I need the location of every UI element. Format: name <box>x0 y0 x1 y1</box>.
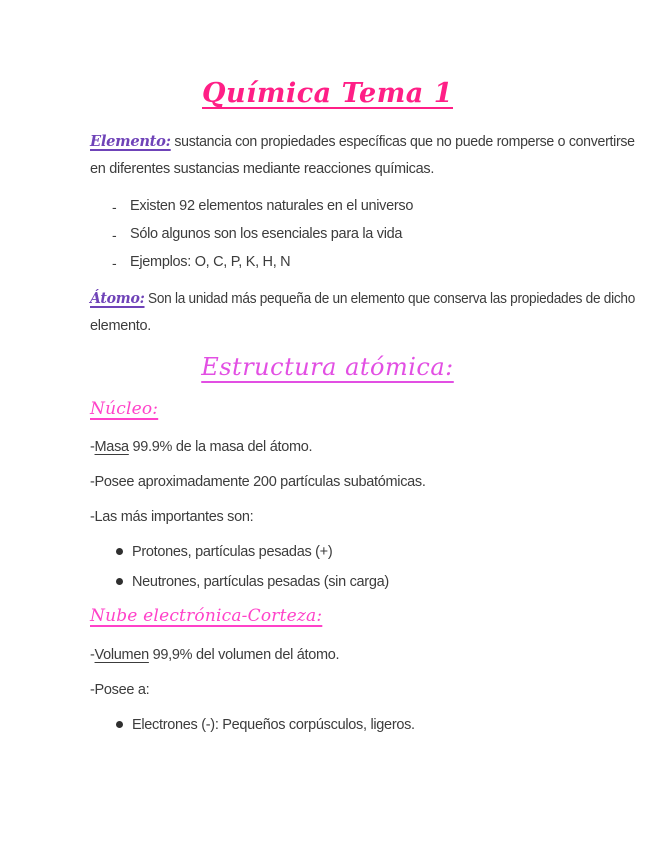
masa-text: 99.9% de la masa del átomo. <box>128 439 313 455</box>
page-title: Química Tema 1 <box>202 78 453 109</box>
nucleo-heading: Núcleo: <box>90 399 159 419</box>
nube-bullet-electrones: Electrones (-): Pequeños corpúsculos, ligeros. <box>132 717 415 733</box>
atomo-definition-line2: elemento. <box>90 318 151 334</box>
atomo-definition-line1 <box>90 284 635 313</box>
elemento-definition-line2: en diferentes sustancias mediante reacciones químicas. <box>90 161 435 177</box>
dash-prefix: - <box>90 439 95 455</box>
nucleo-line-masa <box>90 433 312 461</box>
elemento-term: Elemento: <box>90 132 171 150</box>
volumen-label: Volumen <box>94 647 149 663</box>
elemento-item-1: Existen 92 elementos naturales en el universo <box>130 198 414 214</box>
bullet-dot <box>116 548 123 555</box>
nucleo-line-particulas: -Posee aproximadamente 200 partículas subatómicas. <box>90 474 426 490</box>
dash-marker: - <box>112 255 117 271</box>
section-title: Estructura atómica: <box>201 353 454 381</box>
elemento-definition-text: sustancia con propiedades específicas que no puede romperse o convertirse <box>170 134 635 150</box>
volumen-text: 99,9% del volumen del átomo. <box>148 647 340 663</box>
elemento-item-2: Sólo algunos son los esenciales para la vida <box>130 226 403 242</box>
dash-marker: - <box>112 199 117 215</box>
bullet-dot <box>116 578 123 585</box>
elemento-definition-line1 <box>90 127 635 156</box>
nucleo-bullet-neutrones: Neutrones, partículas pesadas (sin carga) <box>132 574 389 590</box>
elemento-item-3: Ejemplos: O, C, P, K, H, N <box>130 254 291 270</box>
nube-heading: Nube electrónica-Corteza: <box>90 606 323 626</box>
dash-marker: - <box>112 227 117 243</box>
bullet-dot <box>116 721 123 728</box>
dash-prefix: - <box>90 647 95 663</box>
nube-line-volumen <box>90 641 339 669</box>
nucleo-line-importantes: -Las más importantes son: <box>90 509 254 525</box>
nube-line-posee: -Posee a: <box>90 682 150 698</box>
masa-label: Masa <box>94 439 129 455</box>
atomo-definition-text: Son la unidad más pequeña de un elemento que conserva las propiedades de dicho <box>144 291 636 307</box>
nucleo-bullet-protones: Protones, partículas pesadas (+) <box>132 544 333 560</box>
atomo-term: Átomo: <box>90 289 145 307</box>
